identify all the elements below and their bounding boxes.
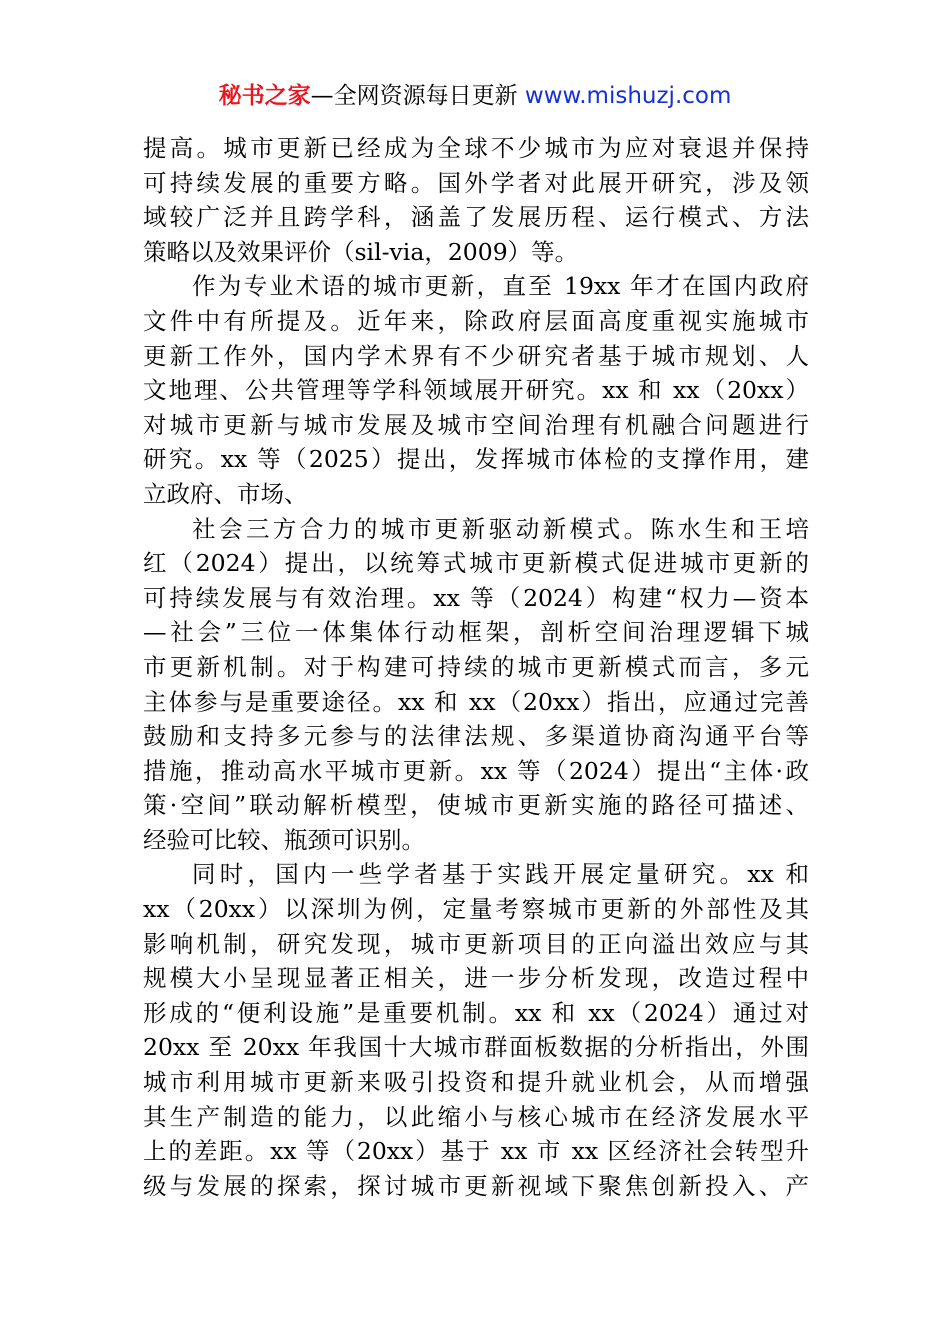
text-line: 可持续发展的重要方略。国外学者对此展开研究，涉及领	[143, 168, 809, 197]
text-line: 措施，推动高水平城市更新。xx 等（2024）提出“主体·政	[143, 756, 809, 785]
paragraph	[143, 512, 809, 858]
text-line: 可持续发展与有效治理。xx 等（2024）构建“权力—资本	[143, 583, 809, 612]
text-line: xx（20xx）以深圳为例，定量考察城市更新的外部性及其	[143, 895, 809, 924]
header-tagline: —全网资源每日更新	[310, 83, 525, 109]
text-line: 策·空间”联动解析模型，使城市更新实施的路径可描述、	[143, 791, 809, 820]
text-line: 其生产制造的能力，以此缩小与核心城市在经济发展水平	[143, 1102, 809, 1131]
text-line: —社会”三位一体集体行动框架，剖析空间治理逻辑下城	[143, 618, 809, 647]
text-line: 文地理、公共管理等学科领域展开研究。xx 和 xx（20xx）	[143, 376, 809, 405]
text-line: 上的差距。xx 等（20xx）基于 xx 市 xx 区经济社会转型升	[143, 1137, 809, 1166]
text-line: 策略以及效果评价（sil-via，2009）等。	[143, 237, 579, 266]
text-line: 市更新机制。对于构建可持续的城市更新模式而言，多元	[143, 652, 809, 681]
paragraph	[143, 857, 809, 1203]
text-line: 研究。xx 等（2025）提出，发挥城市体检的支撑作用，建	[143, 445, 809, 474]
text-line: 提高。城市更新已经成为全球不少城市为应对衰退并保持	[143, 134, 809, 162]
text-line: 主体参与是重要途径。xx 和 xx（20xx）指出，应通过完善	[143, 687, 809, 716]
text-line: 立政府、市场、	[143, 479, 308, 508]
document-body	[143, 131, 809, 1203]
text-line: 影响机制，研究发现，城市更新项目的正向溢出效应与其	[143, 929, 809, 958]
brand-name: 秘书之家	[218, 83, 311, 109]
text-line: 对城市更新与城市发展及城市空间治理有机融合问题进行	[143, 410, 809, 439]
text-line: 同时，国内一些学者基于实践开展定量研究。xx 和	[192, 860, 809, 889]
text-line: 更新工作外，国内学术界有不少研究者基于城市规划、人	[143, 341, 809, 370]
text-line: 20xx 至 20xx 年我国十大城市群面板数据的分析指出，外围	[143, 1033, 809, 1062]
text-line: 城市利用城市更新来吸引投资和提升就业机会，从而增强	[143, 1068, 809, 1097]
site-header	[0, 80, 950, 112]
text-line: 鼓励和支持多元参与的法律法规、多渠道协商沟通平台等	[143, 722, 809, 751]
text-line: 域较广泛并且跨学科，涵盖了发展历程、运行模式、方法	[143, 203, 809, 232]
text-line: 经验可比较、瓶颈可识别。	[143, 825, 425, 854]
paragraph	[143, 269, 809, 511]
text-line: 级与发展的探索，探讨城市更新视域下聚焦创新投入、产	[143, 1171, 809, 1200]
text-line: 作为专业术语的城市更新，直至 19xx 年才在国内政府	[192, 272, 809, 301]
text-line: 文件中有所提及。近年来，除政府层面高度重视实施城市	[143, 306, 809, 335]
text-line: 红（2024）提出，以统筹式城市更新模式促进城市更新的	[143, 549, 809, 578]
text-line: 形成的“便利设施”是重要机制。xx 和 xx（2024）通过对	[143, 998, 809, 1027]
text-line: 规模大小呈现显著正相关，进一步分析发现，改造过程中	[143, 964, 809, 993]
website-link[interactable]: www.mishuzj.com	[524, 83, 732, 109]
paragraph	[143, 131, 809, 269]
text-line: 社会三方合力的城市更新驱动新模式。陈水生和王培	[192, 514, 809, 543]
